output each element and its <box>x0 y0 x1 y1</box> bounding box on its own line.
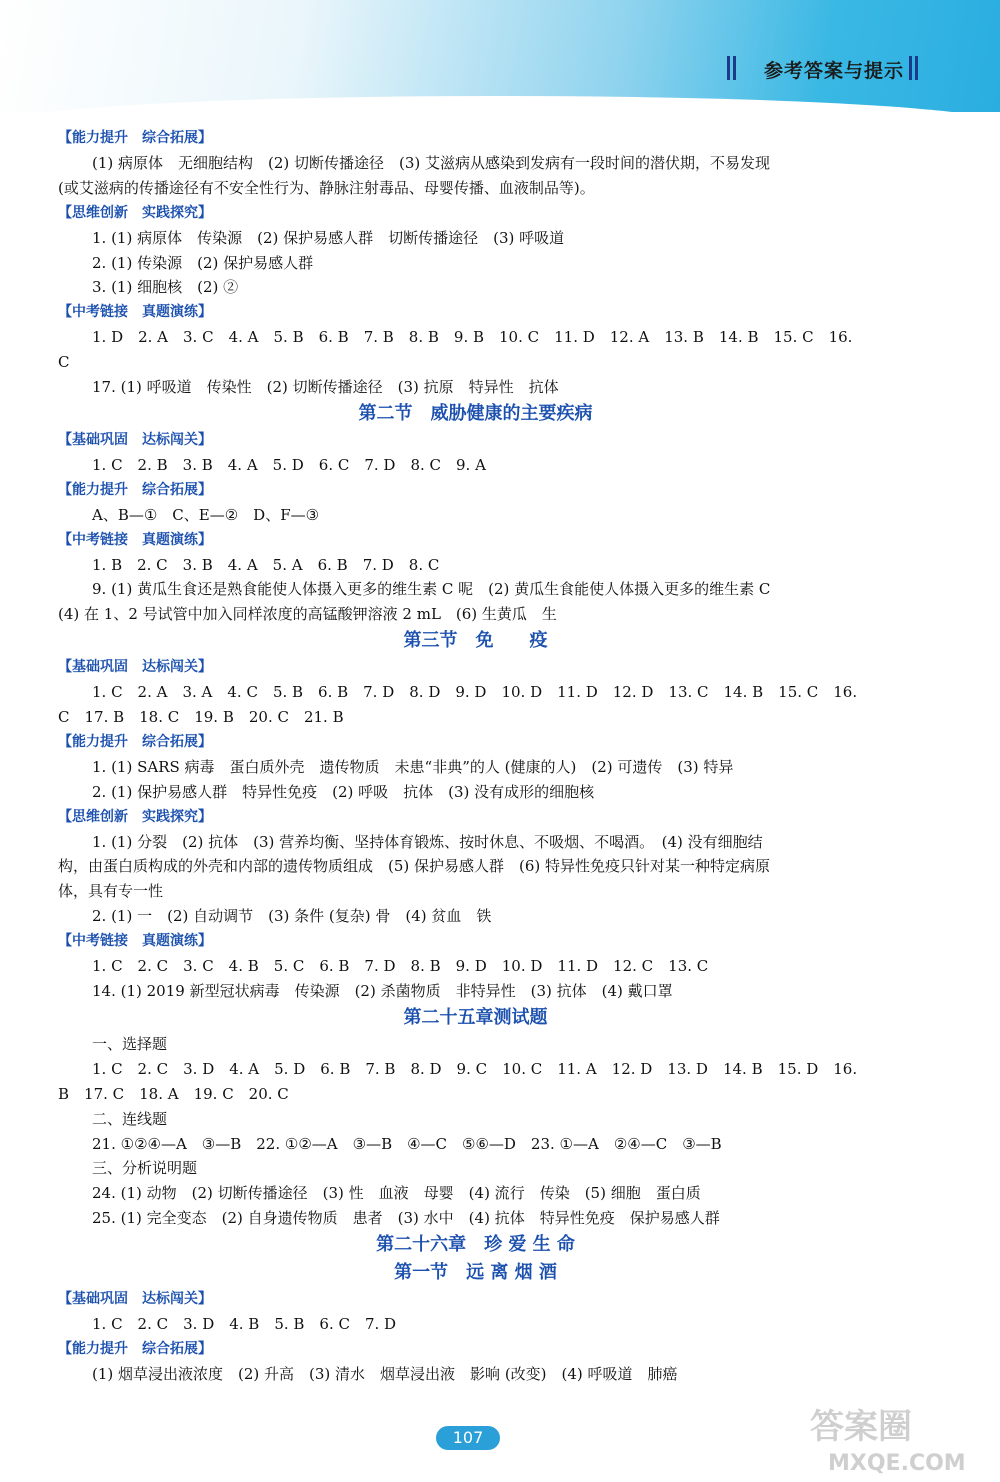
answer-line: 2. (1) 保护易感人群 特异性免疫 (2) 呼吸 抗体 (3) 没有成形的细胞核 <box>92 782 595 801</box>
text-line: (4) 在 1、2 号试管中加入同样浓度的高锰酸钾溶液 2 mL (6) 生黄瓜 生 <box>58 605 557 624</box>
answer-line: 9. (1) 黄瓜生食还是熟食能使人体摄入更多的维生素 C 呢 (2) 黄瓜生食能使人体摄入更多的维生素 C <box>92 580 771 599</box>
answer-line: 1. C 2. A 3. A 4. C 5. B 6. B 7. D 8. D 9. D 10. D 11. D 12. D 13. C 14. B 15. C 16. <box>92 683 858 702</box>
section-tag: 【能力提升 综合拓展】 <box>58 130 212 146</box>
answer-line: 1. C 2. C 3. D 4. A 5. D 6. B 7. B 8. D 9. C 10. C 11. A 12. D 13. D 14. B 15. D 16. <box>92 1059 858 1078</box>
answer-line: 21. ①②④—A ③—B 22. ①②—A ③—B ④—C ⑤⑥—D 23. ①—A ②④—C ③—B <box>92 1134 722 1153</box>
answer-line: 二、连线题 <box>92 1109 168 1128</box>
answer-line: 三、分析说明题 <box>92 1159 198 1178</box>
text-line: 体，具有专一性 <box>58 882 164 901</box>
title-bar-left-2 <box>733 56 736 80</box>
answer-line: 1. C 2. C 3. D 4. B 5. B 6. C 7. D <box>92 1315 397 1334</box>
section-tag: 【思维创新 实践探究】 <box>58 204 212 221</box>
answer-line: 14. (1) 2019 新型冠状病毒 传染源 (2) 杀菌物质 非特异性 (3) 抗体 (4) 戴口罩 <box>92 982 673 1000</box>
section-tag: 【能力提升 综合拓展】 <box>58 1340 212 1357</box>
watermark-logo <box>804 1398 974 1476</box>
page-number: 107 <box>436 1426 500 1450</box>
answer-line: 1. D 2. A 3. C 4. A 5. B 6. B 7. B 8. B 9. B 10. C 11. D 12. A 13. B 14. B 15. C 16. <box>92 328 853 347</box>
answer-line: 3. (1) 细胞核 (2) ② <box>92 278 239 297</box>
section-tag: 【基础巩固 达标闯关】 <box>58 1291 212 1308</box>
answer-line: (1) 病原体 无细胞结构 (2) 切断传播途径 (3) 艾滋病从感染到发病有一段时间的潜伏期，不易发现 <box>92 153 771 172</box>
title-bar-right <box>909 56 912 80</box>
section-heading: 第三节 免 疫 <box>403 630 548 652</box>
answer-line: (1) 烟草浸出液浓度 (2) 升高 (3) 清水 烟草浸出液 影响 (改变) (4) 呼吸道 肺癌 <box>92 1364 678 1383</box>
running-header-title: 参考答案与提示 <box>763 60 904 82</box>
text-line: C <box>58 353 70 372</box>
answer-line: 24. (1) 动物 (2) 切断传播途径 (3) 性 血液 母婴 (4) 流行 传染 (5) 细胞 蛋白质 <box>92 1184 701 1203</box>
answer-line: 1. B 2. C 3. B 4. A 5. A 6. B 7. D 8. C <box>92 555 440 574</box>
section-tag: 【思维创新 实践探究】 <box>58 808 212 825</box>
answer-line: 1. C 2. C 3. C 4. B 5. C 6. B 7. D 8. B 9. D 10. D 11. D 12. C 13. C <box>92 957 709 976</box>
text-line: 构，由蛋白质构成的外壳和内部的遗传物质组成 (5) 保护易感人群 (6) 特异性免疫只针对某一种特定病原 <box>58 857 771 876</box>
section-tag: 【中考链接 真题演练】 <box>58 933 212 950</box>
answer-line: 1. C 2. B 3. B 4. A 5. D 6. C 7. D 8. C 9. A <box>92 455 486 474</box>
section-heading: 第二十六章 珍 爱 生 命 <box>376 1234 575 1256</box>
section-tag: 【基础巩固 达标闯关】 <box>58 659 212 676</box>
answer-line: 2. (1) 传染源 (2) 保护易感人群 <box>92 253 314 272</box>
section-tag: 【能力提升 综合拓展】 <box>58 733 212 750</box>
answer-line: 17. (1) 呼吸道 传染性 (2) 切断传播途径 (3) 抗原 特异性 抗体 <box>92 378 559 397</box>
answer-line: 2. (1) 一 (2) 自动调节 (3) 条件 (复杂) 骨 (4) 贫血 铁 <box>92 907 492 926</box>
watermark-text: 答案圈 <box>810 1407 912 1447</box>
answer-line: 一、选择题 <box>92 1034 168 1053</box>
answer-line: 1. (1) 分裂 (2) 抗体 (3) 营养均衡、坚持体育锻炼、按时休息、不吸烟、不喝酒。 (4) 没有细胞结 <box>92 832 763 851</box>
answer-content <box>58 126 893 1387</box>
section-tag: 【能力提升 综合拓展】 <box>58 481 212 498</box>
answer-line: 1. (1) 病原体 传染源 (2) 保护易感人群 切断传播途径 (3) 呼吸道 <box>92 228 565 247</box>
section-tag: 【中考链接 真题演练】 <box>58 304 212 321</box>
text-line: B 17. C 18. A 19. C 20. C <box>58 1084 289 1103</box>
title-bar-right-2 <box>915 56 918 80</box>
answer-line: 1. (1) SARS 病毒 蛋白质外壳 遗传物质 未患“非典”的人 (健康的人) (2) 可遗传 (3) 特异 <box>92 757 734 776</box>
answer-line: 25. (1) 完全变态 (2) 自身遗传物质 患者 (3) 水中 (4) 抗体 特异性免疫 保护易感人群 <box>92 1209 720 1228</box>
section-heading: 第一节 远 离 烟 酒 <box>394 1262 557 1284</box>
section-tag: 【中考链接 真题演练】 <box>58 531 212 548</box>
title-bar-left <box>727 56 730 80</box>
watermark-url: MXQE.COM <box>828 1451 966 1476</box>
answer-line: A、B—① C、E—② D、F—③ <box>92 505 320 524</box>
section-heading: 第二节 威胁健康的主要疾病 <box>358 402 593 424</box>
section-heading: 第二十五章测试题 <box>403 1006 548 1028</box>
text-line: C 17. B 18. C 19. B 20. C 21. B <box>58 708 344 727</box>
text-line: (或艾滋病的传播途径有不安全性行为、静脉注射毒品、母婴传播、血液制品等)。 <box>58 178 595 197</box>
section-tag: 【基础巩固 达标闯关】 <box>58 431 212 448</box>
